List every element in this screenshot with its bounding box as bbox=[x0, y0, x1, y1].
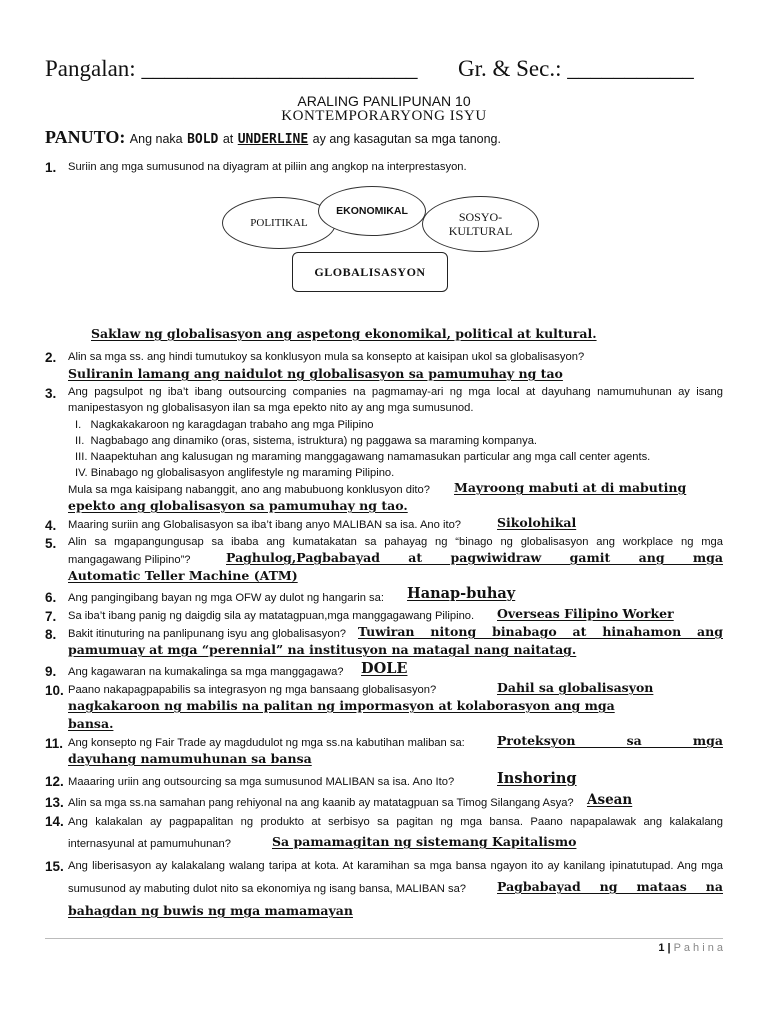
answer: Automatic Teller Machine (ATM) bbox=[68, 568, 298, 583]
name-field-label: Pangalan: ________________________ bbox=[45, 56, 418, 81]
question-number: 7. bbox=[45, 609, 57, 624]
answer: Overseas Filipino Worker bbox=[497, 606, 674, 621]
instructions-text-2: at bbox=[222, 132, 234, 146]
answer: Mayroong mabuti at di mabuting bbox=[454, 480, 687, 495]
answer: Tuwiran nitong binabago at hinahamon ang bbox=[358, 624, 723, 639]
question-text: Mula sa mga kaisipang nabanggit, ano ang mabubuong konklusyon dito? bbox=[68, 484, 430, 496]
question-text: Bakit itinuturing na panlipunang isyu ang globalisasyon? bbox=[68, 628, 347, 640]
answer: Paghulog,Pagbabayad at pagwiwidraw gamit ang mga bbox=[226, 550, 723, 565]
question-number: 6. bbox=[45, 590, 57, 605]
subject-heading: ARALING PANLIPUNAN 10 bbox=[297, 93, 471, 109]
list-item: IV. Binabago ng globalisasyon anglifestyle ng maraming Pilipino. bbox=[75, 467, 395, 479]
answer: pamumuay at mga “perennial” na institusyon na matagal nang naitatag. bbox=[68, 642, 577, 657]
instructions-text-1: Ang naka bbox=[129, 132, 183, 146]
question-number: 9. bbox=[45, 664, 57, 679]
question-number: 3. bbox=[45, 386, 57, 401]
instructions bbox=[45, 127, 501, 148]
answer: Sikolohikal bbox=[497, 515, 577, 530]
answer: DOLE bbox=[361, 660, 408, 677]
sociocultural-oval bbox=[422, 196, 539, 252]
political-label: POLITIKAL bbox=[250, 217, 308, 229]
question-text: Alin sa mga ss.na samahan pang rehiyonal na ang kaanib ay matatagpuan sa Timog Silangang Asya? bbox=[68, 797, 574, 809]
question-text: Ang kalakalan ay pagpapalitan ng produkto at serbisyo sa pagitan ng mga bansa. Paano napapalawak ang kalakalang bbox=[68, 816, 723, 828]
answer: Dahil sa globalisasyon bbox=[497, 680, 654, 695]
question-text: Sa iba’t ibang panig ng daigdig sila ay matatagpuan,mga manggagawang Pilipino. bbox=[68, 610, 475, 622]
answer: bansa. bbox=[68, 716, 114, 731]
answer: epekto ang globalisasyon sa pamumuhay ng tao. bbox=[68, 498, 408, 513]
question-number: 2. bbox=[45, 350, 57, 365]
question-text: internasyunal at pamumuhunan? bbox=[68, 838, 231, 850]
question-text: Ang kagawaran na kumakalinga sa mga manggagawa? bbox=[68, 666, 344, 678]
question-text: Alin sa mgapangungusap sa ibaba ang kumatakatan sa pahayag ng “binago ng globalisasyon ang workplace ng mga bbox=[68, 536, 723, 548]
page-separator: | bbox=[667, 942, 671, 954]
footer-divider bbox=[45, 938, 723, 939]
question-number: 4. bbox=[45, 518, 57, 533]
question-text: manipestasyon ng globalisasyon ilan sa mga epekto nito ay ang mga sumusunod. bbox=[68, 402, 474, 414]
question-text: Ang pangingibang bayan ng mga OFW ay dulot ng hangarin sa: bbox=[68, 592, 384, 604]
question-text: Suriin ang mga sumusunod na diyagram at piliin ang angkop na interprestasyon. bbox=[68, 161, 467, 173]
question-text: Maaaring uriin ang outsourcing sa mga sumusunod MALIBAN sa isa. Ano Ito? bbox=[68, 776, 455, 788]
instructions-bold-word: BOLD bbox=[187, 132, 219, 147]
list-item: III. Naapektuhan ang kalusugan ng maraming manggagawang namamasukan particular ang mga call center agents. bbox=[75, 451, 651, 463]
answer: Saklaw ng globalisasyon ang aspetong ekonomikal, political at kultural. bbox=[91, 326, 597, 341]
answer: Sa pamamagitan ng sistemang Kapitalismo bbox=[272, 834, 577, 849]
question-text: Ang pagsulpot ng iba’t ibang outsourcing companies na pagmamay-ari ng mga local at dayuhang namumuhunan ay isang bbox=[68, 386, 723, 398]
instructions-label: PANUTO: bbox=[45, 127, 126, 147]
question-text: mangagawang Pilipino”? bbox=[68, 554, 191, 566]
question-text: sumusunod ay mabuting dulot nito sa ekonomiya ng isang bansa, MALIBAN sa? bbox=[68, 883, 467, 895]
page-label: P a h i n a bbox=[673, 942, 723, 954]
instructions-text-3: ay ang kasagutan sa mga tanong. bbox=[312, 132, 501, 146]
grade-section-field-label: Gr. & Sec.: ___________ bbox=[458, 56, 694, 81]
economic-label: EKONOMIKAL bbox=[336, 205, 408, 217]
globalization-label: GLOBALISASYON bbox=[314, 264, 426, 279]
answer: Asean bbox=[587, 792, 633, 808]
question-number: 13. bbox=[45, 795, 64, 810]
answer: Suliranin lamang ang naidulot ng globalisasyon sa pamumuhay ng tao bbox=[68, 366, 563, 381]
list-item: I. Nagkakakaroon ng karagdagan trabaho ang mga Pilipino bbox=[75, 419, 374, 431]
answer: nagkakaroon ng mabilis na palitan ng impormasyon at kolaborasyon ang mga bbox=[68, 698, 615, 713]
sociocultural-label-2: KULTURAL bbox=[448, 224, 513, 238]
instructions-underline-word: UNDERLINE bbox=[237, 132, 309, 147]
answer: Hanap-buhay bbox=[407, 585, 516, 602]
answer: Proteksyon sa mga bbox=[497, 733, 723, 748]
question-number: 5. bbox=[45, 536, 57, 551]
question-number: 1. bbox=[45, 160, 57, 175]
question-number: 15. bbox=[45, 859, 64, 874]
answer: Inshoring bbox=[497, 770, 577, 787]
worksheet-title: KONTEMPORARYONG ISYU bbox=[281, 108, 487, 124]
sociocultural-label-1: SOSYO- bbox=[458, 210, 503, 224]
question-text: Ang liberisasyon ay kalakalang walang taripa at kota. At karamihan sa mga bansa ngayon ito ay kanilang ipinatutupad. Ang mga bbox=[68, 860, 723, 872]
question-number: 11. bbox=[45, 736, 64, 751]
page-number: 1 bbox=[658, 942, 665, 954]
economic-oval bbox=[318, 186, 426, 236]
question-text: Paano nakapagpapabilis sa integrasyon ng mga bansaang globalisasyon? bbox=[68, 684, 437, 696]
question-number: 14. bbox=[45, 814, 64, 829]
question-number: 8. bbox=[45, 627, 57, 642]
answer: Pagbabayad ng mataas na bbox=[497, 879, 723, 894]
question-text: Ang konsepto ng Fair Trade ay magdudulot ng mga ss.na kabutihan maliban sa: bbox=[68, 737, 465, 749]
question-number: 12. bbox=[45, 774, 64, 789]
question-number: 10. bbox=[45, 683, 64, 698]
list-item: II. Nagbabago ang dinamiko (oras, sistema, istruktura) ng paggawa sa maraming kompanya. bbox=[75, 435, 538, 447]
question-text: Alin sa mga ss. ang hindi tumutukoy sa konklusyon mula sa konsepto at kaisipan ukol sa globalisasyon? bbox=[68, 351, 585, 363]
answer: dayuhang namumuhunan sa bansa bbox=[68, 751, 312, 766]
page-footer bbox=[658, 942, 723, 954]
question-text: Maaring suriin ang Globalisasyon sa iba’t ibang anyo MALIBAN sa isa. Ano ito? bbox=[68, 519, 462, 531]
globalization-box bbox=[292, 252, 448, 292]
answer: bahagdan ng buwis ng mga mamamayan bbox=[68, 903, 353, 918]
